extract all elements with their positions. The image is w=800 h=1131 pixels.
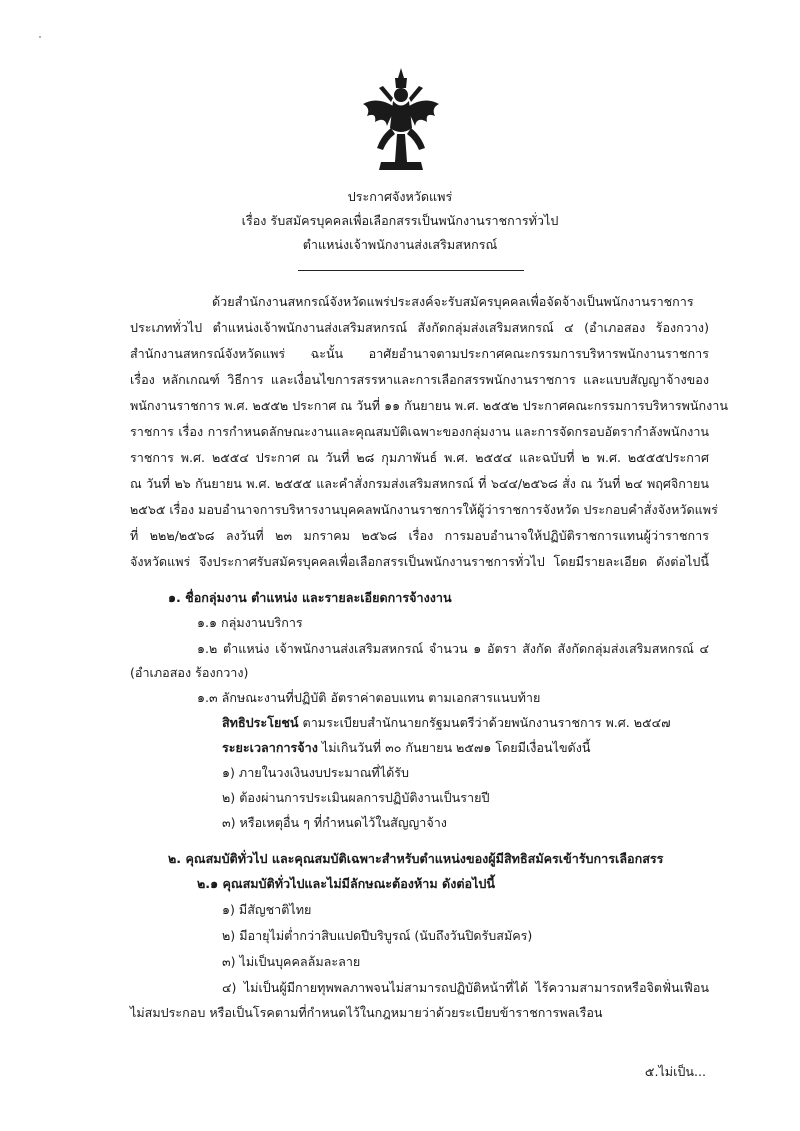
section2-subheading: ๒.๑ คุณสมบัติทั่วไปและไม่มีลักษณะต้องห้าม ดังต่อไปนี้ bbox=[197, 876, 496, 891]
period-label: ระยะเวลาการจ้าง bbox=[222, 740, 318, 755]
title-divider bbox=[298, 270, 524, 271]
intro-line: ราชการ พ.ศ. ๒๕๕๔ ประกาศ ณ วันที่ ๒๘ กุมภาพันธ์ พ.ศ. ๒๕๕๔ และฉบับที่ ๒ พ.ศ. ๒๕๕๕ประกาศ bbox=[130, 450, 709, 465]
benefit-row bbox=[222, 714, 671, 732]
intro-line: ที่ ๒๒๒/๒๕๖๘ ลงวันที่ ๒๓ มกราคม ๒๕๖๘ เรื่อง การมอบอำนาจให้ปฏิบัติราชการแทนผู้ว่าราชการ bbox=[130, 528, 709, 543]
section1-1: ๑.๑ กลุ่มงานบริการ bbox=[197, 615, 303, 630]
period-row bbox=[222, 739, 591, 757]
section1-heading: ๑. ชื่อกลุ่มงาน ตำแหน่ง และรายละเอียดการจ้างงาน bbox=[168, 590, 452, 605]
qualification-item-continued: ไม่สมประกอบ หรือเป็นโรคตามที่กำหนดไว้ในกฎหมายว่าด้วยระเบียบข้าราชการพลเรือน bbox=[130, 1005, 603, 1020]
scan-speck bbox=[39, 36, 41, 38]
condition-item: ๒) ต้องผ่านการประเมินผลการปฏิบัติงานเป็นรายปี bbox=[222, 790, 490, 805]
qualification-item: ๒) มีอายุไม่ต่ำกว่าสิบแปดปีบริบูรณ์ (นับถึงวันปิดรับสมัคร) bbox=[222, 928, 533, 943]
condition-item: ๓) หรือเหตุอื่น ๆ ที่กำหนดไว้ในสัญญาจ้าง bbox=[222, 815, 447, 830]
qualification-item: ๓) ไม่เป็นบุคคลล้มละลาย bbox=[222, 954, 361, 969]
intro-line: ด้วยสำนักงานสหกรณ์จังหวัดแพร่ประสงค์จะรับสมัครบุคคลเพื่อจัดจ้างเป็นพนักงานราชการ bbox=[212, 294, 694, 309]
benefit-label: สิทธิประโยชน์ bbox=[222, 715, 299, 730]
period-text: ไม่เกินวันที่ ๓๐ กันยายน ๒๕๗๑ โดยมีเงื่อนไขดังนี้ bbox=[321, 740, 591, 755]
qualification-item: ๔) ไม่เป็นผู้มีกายทุพพลภาพจนไม่สามารถปฏิบัติหน้าที่ได้ ไร้ความสามารถหรือจิตฟั่นเฟือน bbox=[222, 980, 709, 995]
intro-line: ๒๕๖๕ เรื่อง มอบอำนาจการบริหารงานบุคคลพนักงานราชการให้ผู้ว่าราชการจังหวัด ประกอบคำสั่งจังหวัดแพร่ bbox=[130, 502, 718, 517]
qualification-item: ๑) มีสัญชาติไทย bbox=[222, 902, 312, 917]
intro-line: สำนักงานสหกรณ์จังหวัดแพร่ ฉะนั้น อาศัยอำนาจตามประกาศคณะกรรมการบริหารพนักงานราชการ bbox=[130, 346, 709, 361]
document-title: ประกาศจังหวัดแพร่ bbox=[347, 189, 453, 204]
garuda-emblem-icon bbox=[357, 66, 445, 174]
section1-3: ๑.๓ ลักษณะงานที่ปฏิบัติ อัตราค่าตอบแทน ตามเอกสารแนบท้าย bbox=[197, 690, 541, 705]
intro-line: พนักงานราชการ พ.ศ. ๒๕๕๒ ประกาศ ณ วันที่ ๑๑ กันยายน พ.ศ. ๒๕๕๒ ประกาศคณะกรรมการบริหารพนักงาน bbox=[130, 398, 728, 413]
section1-2: ๑.๒ ตำแหน่ง เจ้าพนักงานส่งเสริมสหกรณ์ จำนวน ๑ อัตรา สังกัด สังกัดกลุ่มส่งเสริมสหกรณ์ ๔ bbox=[197, 641, 709, 656]
intro-line: ประเภททั่วไป ตำแหน่งเจ้าพนักงานส่งเสริมสหกรณ์ สังกัดกลุ่มส่งเสริมสหกรณ์ ๔ (อำเภอสอง ร้องกวาง) bbox=[130, 320, 709, 335]
page-continuation: ๕.ไม่เป็น... bbox=[644, 1064, 706, 1079]
benefit-text: ตามระเบียบสำนักนายกรัฐมนตรีว่าด้วยพนักงานราชการ พ.ศ. ๒๕๔๗ bbox=[302, 715, 671, 730]
intro-line: จังหวัดแพร่ จึงประกาศรับสมัครบุคคลเพื่อเลือกสรรเป็นพนักงานราชการทั่วไป โดยมีรายละเอียด ดังต่อไปนี้ bbox=[130, 554, 709, 569]
intro-line: ณ วันที่ ๒๖ กันยายน พ.ศ. ๒๕๕๕ และคำสั่งกรมส่งเสริมสหกรณ์ ที่ ๖๔๔/๒๕๖๘ สั่ง ณ วันที่ ๒๔ พฤศจิกายน bbox=[130, 476, 709, 491]
condition-item: ๑) ภายในวงเงินงบประมาณที่ได้รับ bbox=[222, 765, 409, 780]
document-subject: เรื่อง รับสมัครบุคคลเพื่อเลือกสรรเป็นพนักงานราชการทั่วไป bbox=[241, 213, 559, 228]
section1-2-continued: (อำเภอสอง ร้องกวาง) bbox=[130, 665, 249, 680]
intro-line: เรื่อง หลักเกณฑ์ วิธีการ และเงื่อนไขการสรรหาและการเลือกสรรพนักงานราชการ และแบบสัญญาจ้างของ bbox=[130, 372, 709, 387]
document-position: ตำแหน่งเจ้าพนักงานส่งเสริมสหกรณ์ bbox=[302, 237, 498, 252]
intro-line: ราชการ เรื่อง การกำหนดลักษณะงานและคุณสมบัติเฉพาะของกลุ่มงาน และการจัดกรอบอัตรากำลังพนักงาน bbox=[130, 424, 709, 439]
section2-heading: ๒. คุณสมบัติทั่วไป และคุณสมบัติเฉพาะสำหรับตำแหน่งของผู้มีสิทธิสมัครเข้ารับการเลือกสรร bbox=[168, 851, 664, 866]
